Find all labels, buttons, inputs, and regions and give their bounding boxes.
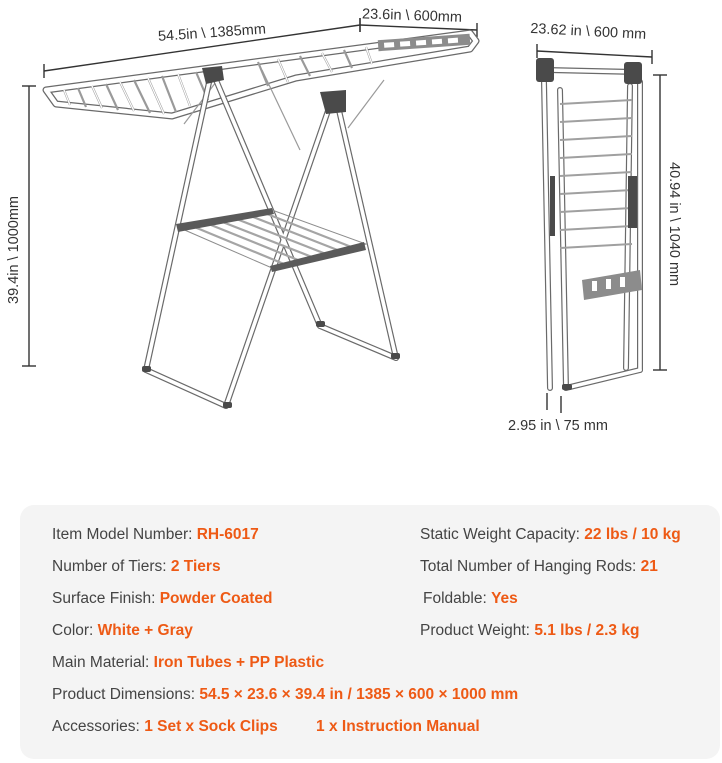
- spec-value: RH-6017: [196, 526, 259, 543]
- spec-label: Surface Finish:: [52, 590, 156, 607]
- folded-height-dimension: [653, 75, 667, 370]
- spec-tiers: [52, 557, 221, 577]
- spec-material: [52, 653, 324, 673]
- length-label: 54.5in \ 1385mm: [157, 21, 267, 45]
- rack-unfolded: [46, 33, 476, 408]
- spec-label: Color:: [52, 622, 94, 639]
- spec-value: 5.1 lbs / 2.3 kg: [534, 622, 640, 639]
- rack-folded: [536, 58, 642, 390]
- spec-finish: [52, 589, 273, 609]
- folded-sock-clip-strip: [582, 270, 642, 300]
- folded-depth-label: 2.95 in \ 75 mm: [508, 418, 608, 434]
- spec-card: [20, 505, 720, 759]
- spec-rods: [420, 557, 658, 577]
- spec-capacity: [420, 525, 681, 545]
- spec-value: Iron Tubes + PP Plastic: [153, 654, 325, 671]
- spec-foldable: [423, 589, 518, 609]
- spec-value: 22 lbs / 10 kg: [584, 526, 681, 543]
- spec-value: Yes: [491, 590, 518, 607]
- spec-value-2: 1 x Instruction Manual: [316, 718, 480, 735]
- wing-width-label: 23.6in \ 600mm: [361, 6, 463, 26]
- folded-depth-dimension: [547, 393, 561, 413]
- spec-value: White + Gray: [97, 622, 193, 639]
- folded-width-dimension: [537, 44, 652, 64]
- spec-weight: [420, 621, 639, 641]
- folded-height-label: 40.94 in \ 1040 mm: [666, 162, 682, 287]
- height-label: 39.4in \ 1000mm: [6, 195, 22, 304]
- spec-color: [52, 621, 193, 641]
- spec-value: 54.5 × 23.6 × 39.4 in / 1385 × 600 × 1000 mm: [199, 686, 519, 703]
- spec-value: 1 Set x Sock Clips: [144, 718, 278, 735]
- height-dimension: [22, 86, 36, 366]
- spec-value: Powder Coated: [159, 590, 273, 607]
- spec-label: Main Material:: [52, 654, 150, 671]
- spec-label: Static Weight Capacity:: [420, 526, 580, 543]
- spec-label: Total Number of Hanging Rods:: [420, 558, 637, 575]
- spec-value: 2 Tiers: [170, 558, 221, 575]
- spec-label: Foldable:: [423, 590, 487, 607]
- folded-width-label: 23.62 in \ 600 mm: [529, 20, 647, 43]
- spec-label: Accessories:: [52, 718, 140, 735]
- spec-label: Product Dimensions:: [52, 686, 196, 703]
- spec-label: Product Weight:: [420, 622, 530, 639]
- spec-value: 21: [640, 558, 658, 575]
- spec-label: Item Model Number:: [52, 526, 193, 543]
- spec-dimensions: [52, 685, 518, 705]
- spec-label: Number of Tiers:: [52, 558, 167, 575]
- spec-accessories: [52, 717, 480, 737]
- spec-model: [52, 525, 259, 545]
